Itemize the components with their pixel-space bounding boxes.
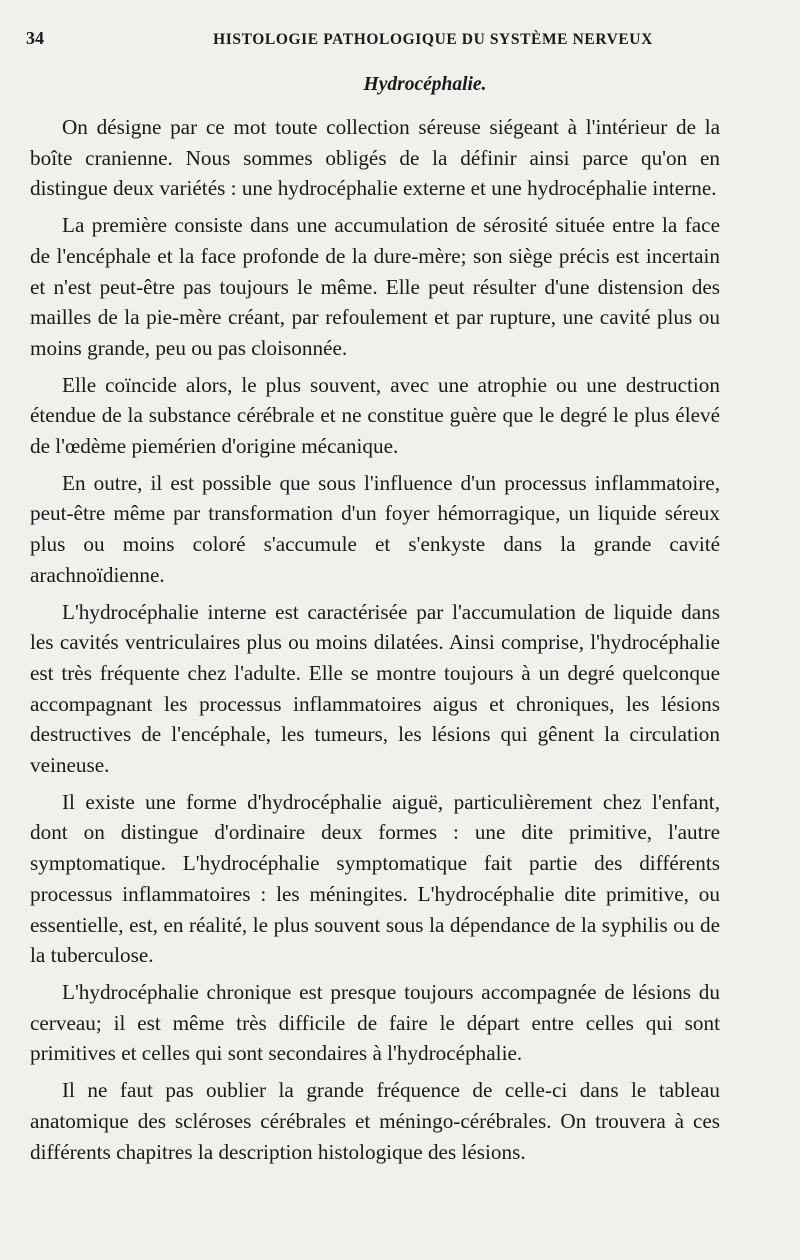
paragraph: Elle coïncide alors, le plus souvent, avec une atrophie ou une destruction étendue de la substance cérébrale et ne constitue guère que le degré le plus élevé de l'œdème piemérien d'origine mécanique.: [30, 372, 720, 459]
paragraph: L'hydrocéphalie chronique est presque toujours accompagnée de lésions du cerveau; il est même très difficile de faire le départ entre celles qui sont primitives et celles qui sont secondaires à l'hydrocéphalie.: [30, 979, 720, 1066]
body-text: [30, 112, 720, 1173]
section-title: Hydrocéphalie.: [363, 74, 487, 95]
running-title: HISTOLOGIE PATHOLOGIQUE DU SYSTÈME NERVEUX: [213, 31, 653, 48]
page-number: 34: [26, 28, 44, 48]
paragraph: L'hydrocéphalie interne est caractérisée par l'accumulation de liquide dans les cavités ventriculaires plus ou moins dilatées. Ainsi comprise, l'hydrocéphalie est très fréquente chez l'adulte. Elle se montre toujours à un degré quelconque accompagnant les processus inflammatoires aigus et chroniques, les lésions destructives de l'encéphale, les tumeurs, les lésions qui gênent la circulation veineuse.: [30, 599, 720, 778]
paragraph: Il existe une forme d'hydrocéphalie aiguë, particulièrement chez l'enfant, dont on distingue d'ordinaire deux formes : une dite primitive, l'autre symptomatique. L'hydrocéphalie symptomatique fait partie des différents processus inflammatoires : les méningites. L'hydrocéphalie dite primitive, ou essentielle, est, en réalité, le plus souvent sous la dépendance de la syphilis ou de la tuberculose.: [30, 789, 720, 968]
paragraph: La première consiste dans une accumulation de sérosité située entre la face de l'encéphale et la face profonde de la dure-mère; son siège précis est incertain et n'est peut-être pas toujours le même. Elle peut résulter d'une distension des mailles de la pie-mère créant, par refoulement et par rupture, une cavité plus ou moins grande, peu ou pas cloisonnée.: [30, 213, 720, 360]
paragraph: Il ne faut pas oublier la grande fréquence de celle-ci dans le tableau anatomique des scléroses cérébrales et méningo-cérébrales. On trouvera à ces différents chapitres la description histologique des lésions.: [30, 1078, 720, 1164]
paragraph: On désigne par ce mot toute collection séreuse siégeant à l'intérieur de la boîte cranienne. Nous sommes obligés de la définir ainsi parce qu'on en distingue deux variétés : une hydrocéphalie externe et une hydrocéphalie interne.: [30, 115, 720, 201]
paragraph: En outre, il est possible que sous l'influence d'un processus inflammatoire, peut-être même par transformation d'un foyer hémorragique, un liquide séreux plus ou moins coloré s'accumule et s'enkyste dans la grande cavité arachnoïdienne.: [30, 470, 720, 587]
running-head: [26, 28, 740, 52]
